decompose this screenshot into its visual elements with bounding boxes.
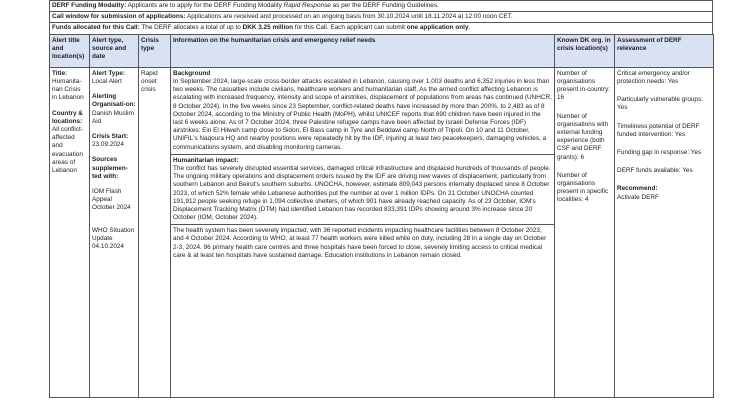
alert-type-cell: [90, 68, 139, 398]
source-item: WHO Situation Update 04.10.2024: [92, 226, 135, 250]
sources-label: Sources supplemen-ted with:: [92, 156, 128, 180]
orgs-localities-count: Number of organisations present in specific localities: 4: [557, 171, 609, 204]
impact-text: The conflict has severely disrupted essential services, damaged critical infrastructure and displaced hundreds of thousands of people. The ongoing military operations and displacement orders issued by the IDF are driving new waves of displacement, particularly from southern Lebanon and Beirut's southern suburbs. UNOCHA, however, estimate 809,043 persons internally displaced since 8 October 2023, of which 52% female while Lebanese authorities put the number at over 1 million IDPs. On 21 October UNOCHA counted 191,912 people seeking refuge in 1,094 collective shelters, of which 901 have already reached capacity. As of 23 October, IOM's Displacement Tracking Matrix (DTM) had identified Lebanon has recorded 833,391 IDPs showing around 3% increase since 20 October (IOM, October 2024).: [173, 164, 551, 222]
alert-title-cell: [50, 68, 90, 398]
call-info-box: [49, 0, 713, 35]
assessment-item: Critical emergency and/or protection needs: Yes: [617, 69, 690, 86]
alerting-org-value: Danish Muslim Aid: [92, 109, 134, 125]
orgs-funding-experience-count: Number of organisations with external funding experience (both CSF and DERF grants): 6: [557, 112, 609, 161]
alerting-org-label: Alerting Organisati-on:: [92, 93, 136, 109]
recommend-label: Recommend:: [617, 185, 658, 193]
section-divider: [171, 224, 554, 225]
orgs-present-count: Number of organisations present in-country: 16: [557, 69, 610, 102]
background-heading: Background: [173, 69, 211, 77]
background-text: In September 2024, large-scale cross-border attacks escalated in Lebanon, causing over 1,003 deaths and 6,352 injuries in less than two weeks. The casualties include civilians, healthcare workers and humanitarian staff. As the armed conflict affecting Lebanon is escalating with increased frequency, intensity and scope of airstrikes, displacement of populations from areas has continued (UNHCR, 8 October 2024). In the five weeks since 23 September, conflict-related deaths have increased by more than 200%, to 2,483 as of 8 October 2024, according to the Ministry of Public Health (MoPH), whilst UNICEF reports that 690 children have been injured in the last 6 weeks alone. As of 7 October 2024, three Palestine refugee camps have been affected by Israeli Defense Forces (IDF) airstrikes: Ein El Hilweh camp close to Sidon, El Bass camp in Tyre and Beddawi camp North of Tripoli. On 10 and 11 October, UNIFIL's Naqoura HQ and nearby positions were repeatedly hit by the IDF, injuring at least two peacekeepers, damaging vehicles, a communications system, and disabling monitoring cameras.: [173, 78, 552, 151]
header-alert-title: Alert title and location(s): [50, 35, 90, 68]
assessment-item: Timeliness potential of DERF funded intervention: Yes: [617, 122, 700, 138]
crisis-type-cell: [139, 68, 171, 398]
header-dk-orgs: Known DK org. in crisis location(s): [555, 35, 615, 68]
country-value: All conflict-affected and evacuation areas of Lebanon: [52, 126, 83, 174]
header-crisis-info: Information on the humanitarian crisis and emergency relief needs: [171, 35, 555, 68]
header-assessment: Assessment of DERF relevance: [615, 35, 714, 68]
impact-heading: Humanitarian impact:: [173, 156, 239, 164]
source-item: IOM Flash Appeal October 2024: [92, 187, 131, 212]
crisis-start-label: Crisis Start:: [92, 133, 129, 141]
table-row: [50, 68, 714, 398]
alert-table: [49, 34, 714, 398]
dk-orgs-cell: [555, 68, 615, 398]
funding-modality-row: DERF Funding Modality: Applicants are to apply for the DERF Funding Modality Rapid Response as per the DERF Funding Guidelines.: [50, 1, 712, 12]
funds-allocated-row: Funds allocated for this Call: The DERF allocates a total of up to DKK 3.25 million for this Call. Each applicant can submit one application only.: [52, 23, 471, 31]
assessment-item: Funding gap in response: Yes: [617, 149, 702, 157]
header-crisis-type: Crisis type: [139, 35, 171, 68]
title-value: Humanita-rian Crisis in Lebanon: [52, 78, 84, 102]
table-header-row: [50, 35, 714, 68]
section-divider: [171, 154, 554, 155]
assessment-item: Particularly vulnerable groups: Yes: [617, 96, 703, 112]
alert-document: [49, 0, 713, 398]
alert-type-label: Alert Type:: [92, 69, 125, 77]
crisis-start-value: 23.09.2024: [92, 141, 124, 149]
crisis-info-cell: [171, 68, 555, 398]
country-label: Country & locations:: [52, 109, 83, 125]
alert-type-value: Local Alert: [92, 78, 122, 86]
health-impact-text: The health system has been severely impacted, with 36 reported incidents impacting healthcare facilities between 8 October 2023, and 4 October 2024. According to WHO, at least 77 health workers were killed while on duty, including 28 in a single day on October 2-3, 2024. 96 primary health care centres and three hospitals have been forced to close, severely limiting access to critical medical care & at least ten hospitals have sustained damage. Education institutions in Lebanon remain closed.: [173, 227, 547, 259]
assessment-item: DERF funds available: Yes: [617, 167, 693, 175]
header-alert-type: Alert type, source and date: [90, 35, 139, 68]
title-label: Title:: [52, 69, 68, 77]
assessment-cell: [615, 68, 714, 398]
call-window-row: Call window for submission of applications: Applications are received and processed on an ongoing basis from 30.10.2024 until 18.11.2024 at 12:00 noon CET.: [50, 12, 712, 23]
recommend-value: Activate DERF: [617, 193, 659, 201]
crisis-type-value: Rapid onset crisis: [141, 69, 158, 94]
